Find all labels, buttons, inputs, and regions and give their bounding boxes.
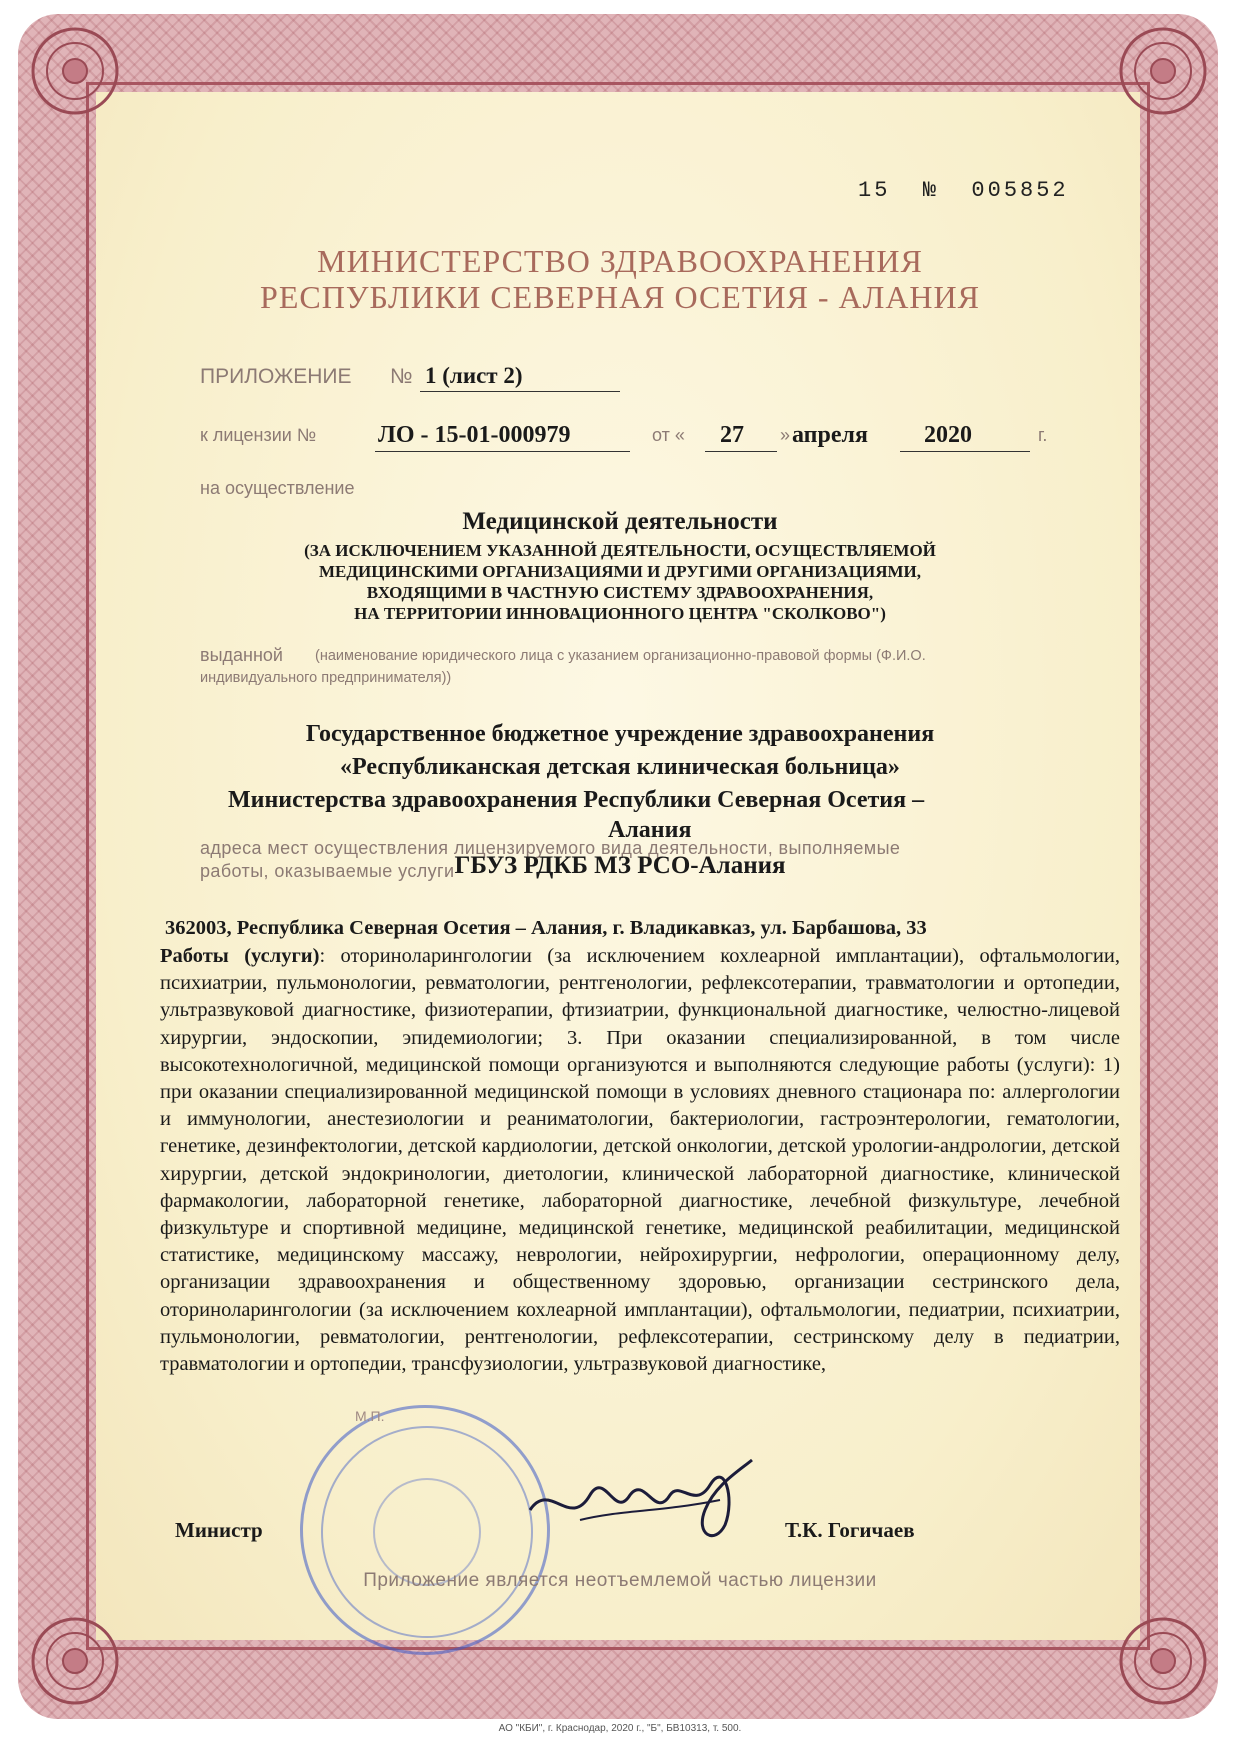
- organization-line: «Республиканская детская клиническая больница»: [340, 754, 900, 780]
- corner-ornament-icon: [1108, 1606, 1218, 1716]
- works-label: Работы (услуги): [160, 945, 320, 967]
- activity-label: на осуществление: [200, 478, 355, 498]
- serial-number-sign: №: [922, 178, 940, 203]
- footer-note: Приложение является неотъемлемой частью лицензии: [363, 1570, 877, 1591]
- corner-ornament-icon: [1108, 16, 1218, 126]
- activity-line: ВХОДЯЩИМИ В ЧАСТНУЮ СИСТЕМУ ЗДРАВООХРАНЕНИЯ,: [366, 583, 874, 602]
- license-year: 2020: [924, 422, 972, 448]
- day-underline: [705, 451, 777, 452]
- issued-hint-line2: индивидуального предпринимателя)): [200, 670, 452, 686]
- license-year-suffix: г.: [1038, 425, 1048, 445]
- license-month: апреля: [792, 422, 868, 448]
- ministry-title-line2: РЕСПУБЛИКИ СЕВЕРНАЯ ОСЕТИЯ - АЛАНИЯ: [260, 279, 980, 315]
- license-underline: [375, 451, 630, 452]
- activity-line: НА ТЕРРИТОРИИ ИННОВАЦИОННОГО ЦЕНТРА "СКОЛКОВО"): [354, 604, 886, 623]
- printer-info: АО "КБИ", г. Краснодар, 2020 г., "Б", БВ10313, т. 500.: [498, 1723, 742, 1734]
- signer-position: Министр: [175, 1518, 263, 1542]
- official-seal: [300, 1405, 550, 1655]
- stamp-mark: М.П.: [355, 1408, 385, 1424]
- license-day: 27: [720, 422, 744, 448]
- works-text: : оториноларингологии (за исключением кохлеарной имплантации), офтальмологии, психиатрии, пульмонологии, ревматологии, рентгенологии, рефлексотерапии, травматологии и ортопедии, ультразвуковой диагностике, физиотерапии, фтизиатрии, функциональной диагностике, челюстно-лицевой хирургии, эндоскопии, эпидемиологии; 3. При оказании специализированной, в том числе высокотехнологичной, медицинской помощи организуются и выполняются следующие работы (услуги): 1) при оказании специализированной медицинской помощи в условиях дневного стационара по: аллергологии и иммунологии, анестезиологии и реаниматологии, бактериологии, гастроэнтерологии, гематологии, генетике, дезинфектологии, детской кардиологии, детской онкологии, детской урологии-андрологии, детской хирургии, детской эндокринологии, диетологии, клинической лабораторной диагностике, клинической фармакологии, лабораторной генетике, лабораторной диагностике, лечебной физкультуре, лечебной физкультуре и спортивной медицине, медицинской генетике, медицинской реабилитации, медицинской статистике, медицинскому массажу, неврологии, нейрохирургии, нефрологии, операционному делу, организации здравоохранения и общественному здоровью, организации сестринского дела, оториноларингологии (за исключением кохлеарной имплантации), офтальмологии, педиатрии, психиатрии, пульмонологии, ревматологии, рентгенологии, рефлексотерапии, сестринскому делу в педиатрии, травматологии и ортопедии, трансфузиологии, ультразвуковой диагностике,: [160, 945, 1120, 1376]
- signer-name: Т.К. Гогичаев: [785, 1518, 915, 1542]
- license-label: к лицензии №: [200, 425, 317, 445]
- serial-number: [858, 178, 1069, 203]
- address-hint-line2: работы, оказываемые услуги: [200, 861, 455, 881]
- appendix-number-sign: №: [390, 365, 413, 388]
- works-paragraph: [160, 943, 1120, 1378]
- activity-title: Медицинской деятельности: [462, 508, 778, 535]
- appendix-underline: [420, 391, 620, 392]
- appendix-value: 1 (лист 2): [425, 363, 523, 388]
- organization-line: Государственное бюджетное учреждение здравоохранения: [305, 721, 935, 747]
- handwritten-signature: [520, 1440, 760, 1550]
- year-underline: [900, 451, 1030, 452]
- address-hint-line1: адреса мест осуществления лицензируемого вида деятельности, выполняемые: [200, 838, 901, 858]
- organization-short-name: ГБУЗ РДКБ МЗ РСО-Алания: [454, 852, 786, 879]
- serial-series: 15: [858, 178, 891, 203]
- corner-ornament-icon: [20, 16, 130, 126]
- address: 362003, Республика Северная Осетия – Алания, г. Владикавказ, ул. Барбашова, 33: [165, 917, 927, 939]
- license-day-close: »: [780, 425, 791, 445]
- corner-ornament-icon: [20, 1606, 130, 1716]
- activity-line: МЕДИЦИНСКИМИ ОРГАНИЗАЦИЯМИ И ДРУГИМИ ОРГАНИЗАЦИЯМИ,: [318, 562, 922, 581]
- ministry-title-line1: МИНИСТЕРСТВО ЗДРАВООХРАНЕНИЯ: [317, 243, 923, 279]
- activity-line: (ЗА ИСКЛЮЧЕНИЕМ УКАЗАННОЙ ДЕЯТЕЛЬНОСТИ, ОСУЩЕСТВЛЯЕМОЙ: [304, 541, 936, 560]
- organization-line: Министерства здравоохранения Республики Северная Осетия –: [228, 787, 925, 813]
- issued-label: выданной: [200, 645, 283, 665]
- serial-value: 005852: [971, 178, 1069, 203]
- organization-line: Алания: [608, 817, 692, 843]
- license-number: ЛО - 15-01-000979: [378, 422, 571, 448]
- issued-hint-line1: (наименование юридического лица с указанием организационно-правовой формы (Ф.И.О.: [315, 648, 926, 664]
- license-from-label: от «: [652, 425, 685, 445]
- appendix-label: ПРИЛОЖЕНИЕ: [200, 365, 352, 388]
